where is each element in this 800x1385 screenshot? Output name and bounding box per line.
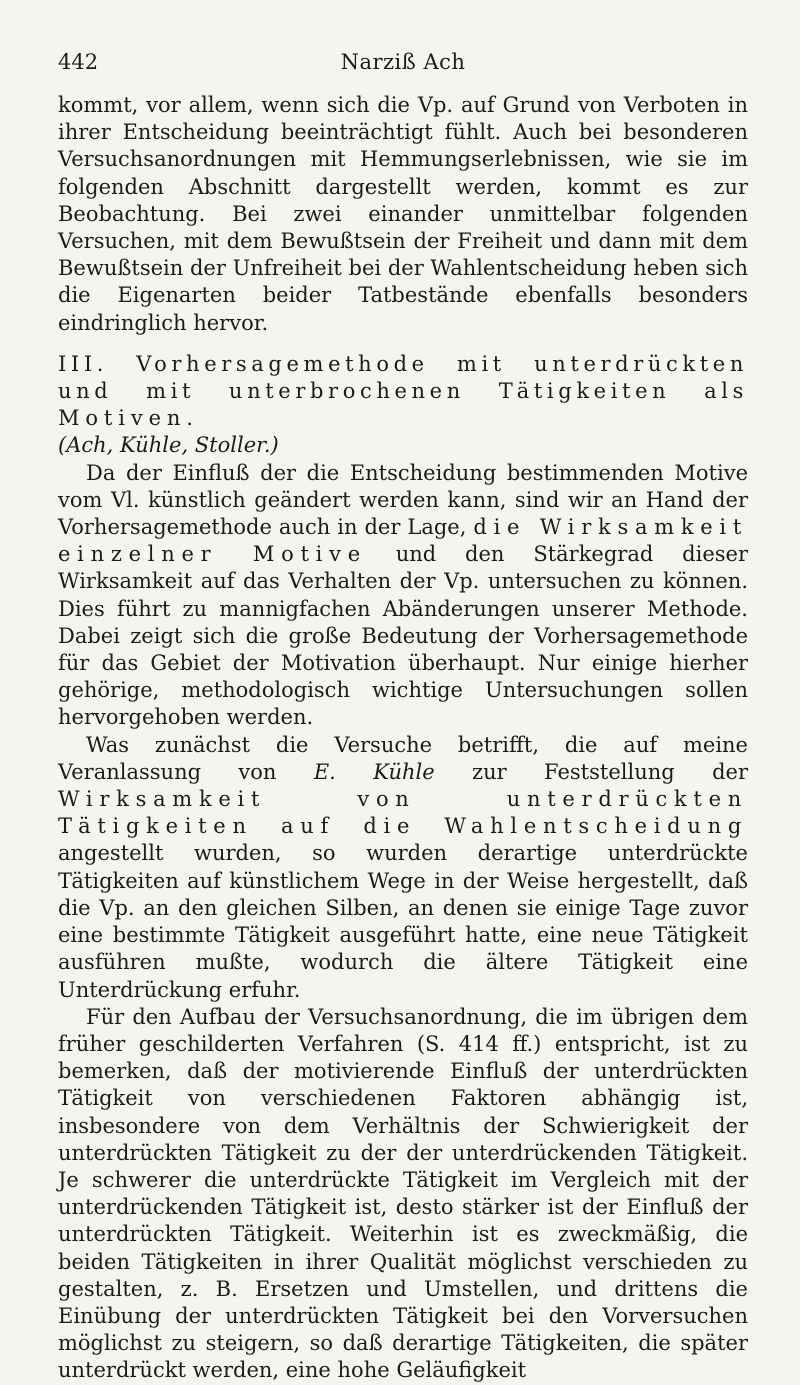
authors-open: (: [58, 433, 67, 458]
section-heading-line-3: Motiven.: [58, 406, 199, 431]
paragraph-2-part-1: Da der Einfluß der die Entscheidung bestimmenden Motive vom Vl. künstlich geändert werden kann, sind wir an Hand der Vorhersagemethode auch in der Lage,: [58, 460, 748, 540]
paragraph-2-part-2: und den Stärkegrad dieser Wirksamkeit auf das Verhalten der Vp. untersuchen zu können. Dies führt zu mannigfachen Abänderungen unserer Methode. Dabei zeigt sich die große Bedeutung der Vorhersagemethode für das Gebiet der Motivation überhaupt. Nur einige hierher gehörige, methodologisch wichtige Untersuchungen sollen hervorgehoben werden.: [58, 542, 748, 730]
book-page: [58, 50, 748, 1385]
section-heading-line-2: und mit unterbrochenen Tätigkeiten als: [58, 379, 748, 404]
running-head: Narziß Ach: [340, 50, 466, 74]
paragraph-motive-effectiveness: [58, 460, 748, 732]
author-ach: Ach: [66, 433, 107, 458]
paragraph-continued: kommt, vor allem, wenn sich die Vp. auf Grund von Verboten in ihrer Entscheidung beeinträchtigt fühlt. Auch bei besonderen Versuchsanordnungen mit Hemmungserlebnissen, wie sie im folgenden Abschnitt dargestellt werden, kommt es zur Beobachtung. Bei zwei einander unmittelbar folgenden Versuchen, mit dem Bewußtsein der Freiheit und dann mit dem Bewußtsein der Unfreiheit bei der Wahlentscheidung heben sich die Eigenarten beider Tatbestände ebenfalls besonders eindringlich hervor.: [58, 93, 748, 335]
body-text: [58, 92, 748, 1385]
emphasis-wirksamkeit-einzelner-motive: die Wirksamkeit einzelner Motive: [58, 515, 749, 567]
author-kuehle: Kühle: [120, 433, 182, 458]
paragraph-3-part-2: zur Feststellung der: [434, 759, 748, 784]
authors-sep-1: ,: [106, 433, 121, 458]
authors-sep-2: ,: [181, 433, 195, 458]
authors-close: .): [263, 433, 279, 458]
page-header: [58, 50, 748, 86]
author-stoller: Stoller: [194, 433, 264, 458]
paragraph-3-part-3: angestellt wurden, so wurden derartige unterdrückte Tätigkeiten auf künstlichem Wege in der Weise hergestellt, daß die Vp. an den gleichen Silben, an denen sie einige Tage zuvor eine bestimmte Tätigkeit ausgeführt hatte, eine neue Tätigkeit ausführen mußte, wodurch die ältere Tätigkeit eine Unterdrückung erfuhr.: [58, 841, 748, 1002]
paragraph-experimental-setup: Für den Aufbau der Versuchsanordnung, die im übrigen dem früher geschilderten Verfahren (S. 414 ff.) entspricht, ist zu bemerken, daß der motivierende Einfluß der unterdrückten Tätigkeit von verschiedenen Faktoren abhängig ist, insbesondere von dem Verhältnis der Schwierigkeit der unterdrückten Tätigkeit zu der der unterdrückenden Tätigkeit. Je schwerer die unterdrückte Tätigkeit im Vergleich mit der unterdrückenden Tätigkeit ist, desto stärker ist der Einfluß der unterdrückten Tätigkeit. Weiterhin ist es zweckmäßig, die beiden Tätigkeiten in ihrer Qualität möglichst verschieden zu gestalten, z. B. Ersetzen und Umstellen, und drittens die Einübung der unterdrückten Tätigkeit bei den Vorversuchen möglichst zu steigern, so daß derartige Tätigkeiten, die später unterdrückt werden, eine hohe Geläufigkeit: [58, 1004, 748, 1383]
page-number: 442: [58, 50, 99, 74]
section-heading-line-1: III. Vorhersagemethode mit unterdrückten: [58, 351, 748, 376]
paragraph-3-part-1: Was zunächst die Versuche betrifft, die auf meine Veranlassung von: [58, 732, 748, 784]
emphasis-wirksamkeit-unterdrueckter-taetigkeiten: Wirksamkeit von unterdrückten Tätigkeiten auf die Wahlentscheidung: [58, 787, 748, 839]
paragraph-suppressed-activities: [58, 732, 748, 1004]
section-authors: [58, 432, 748, 459]
section-heading: [58, 351, 748, 460]
author-e-kuehle: E. Kühle: [313, 759, 435, 784]
